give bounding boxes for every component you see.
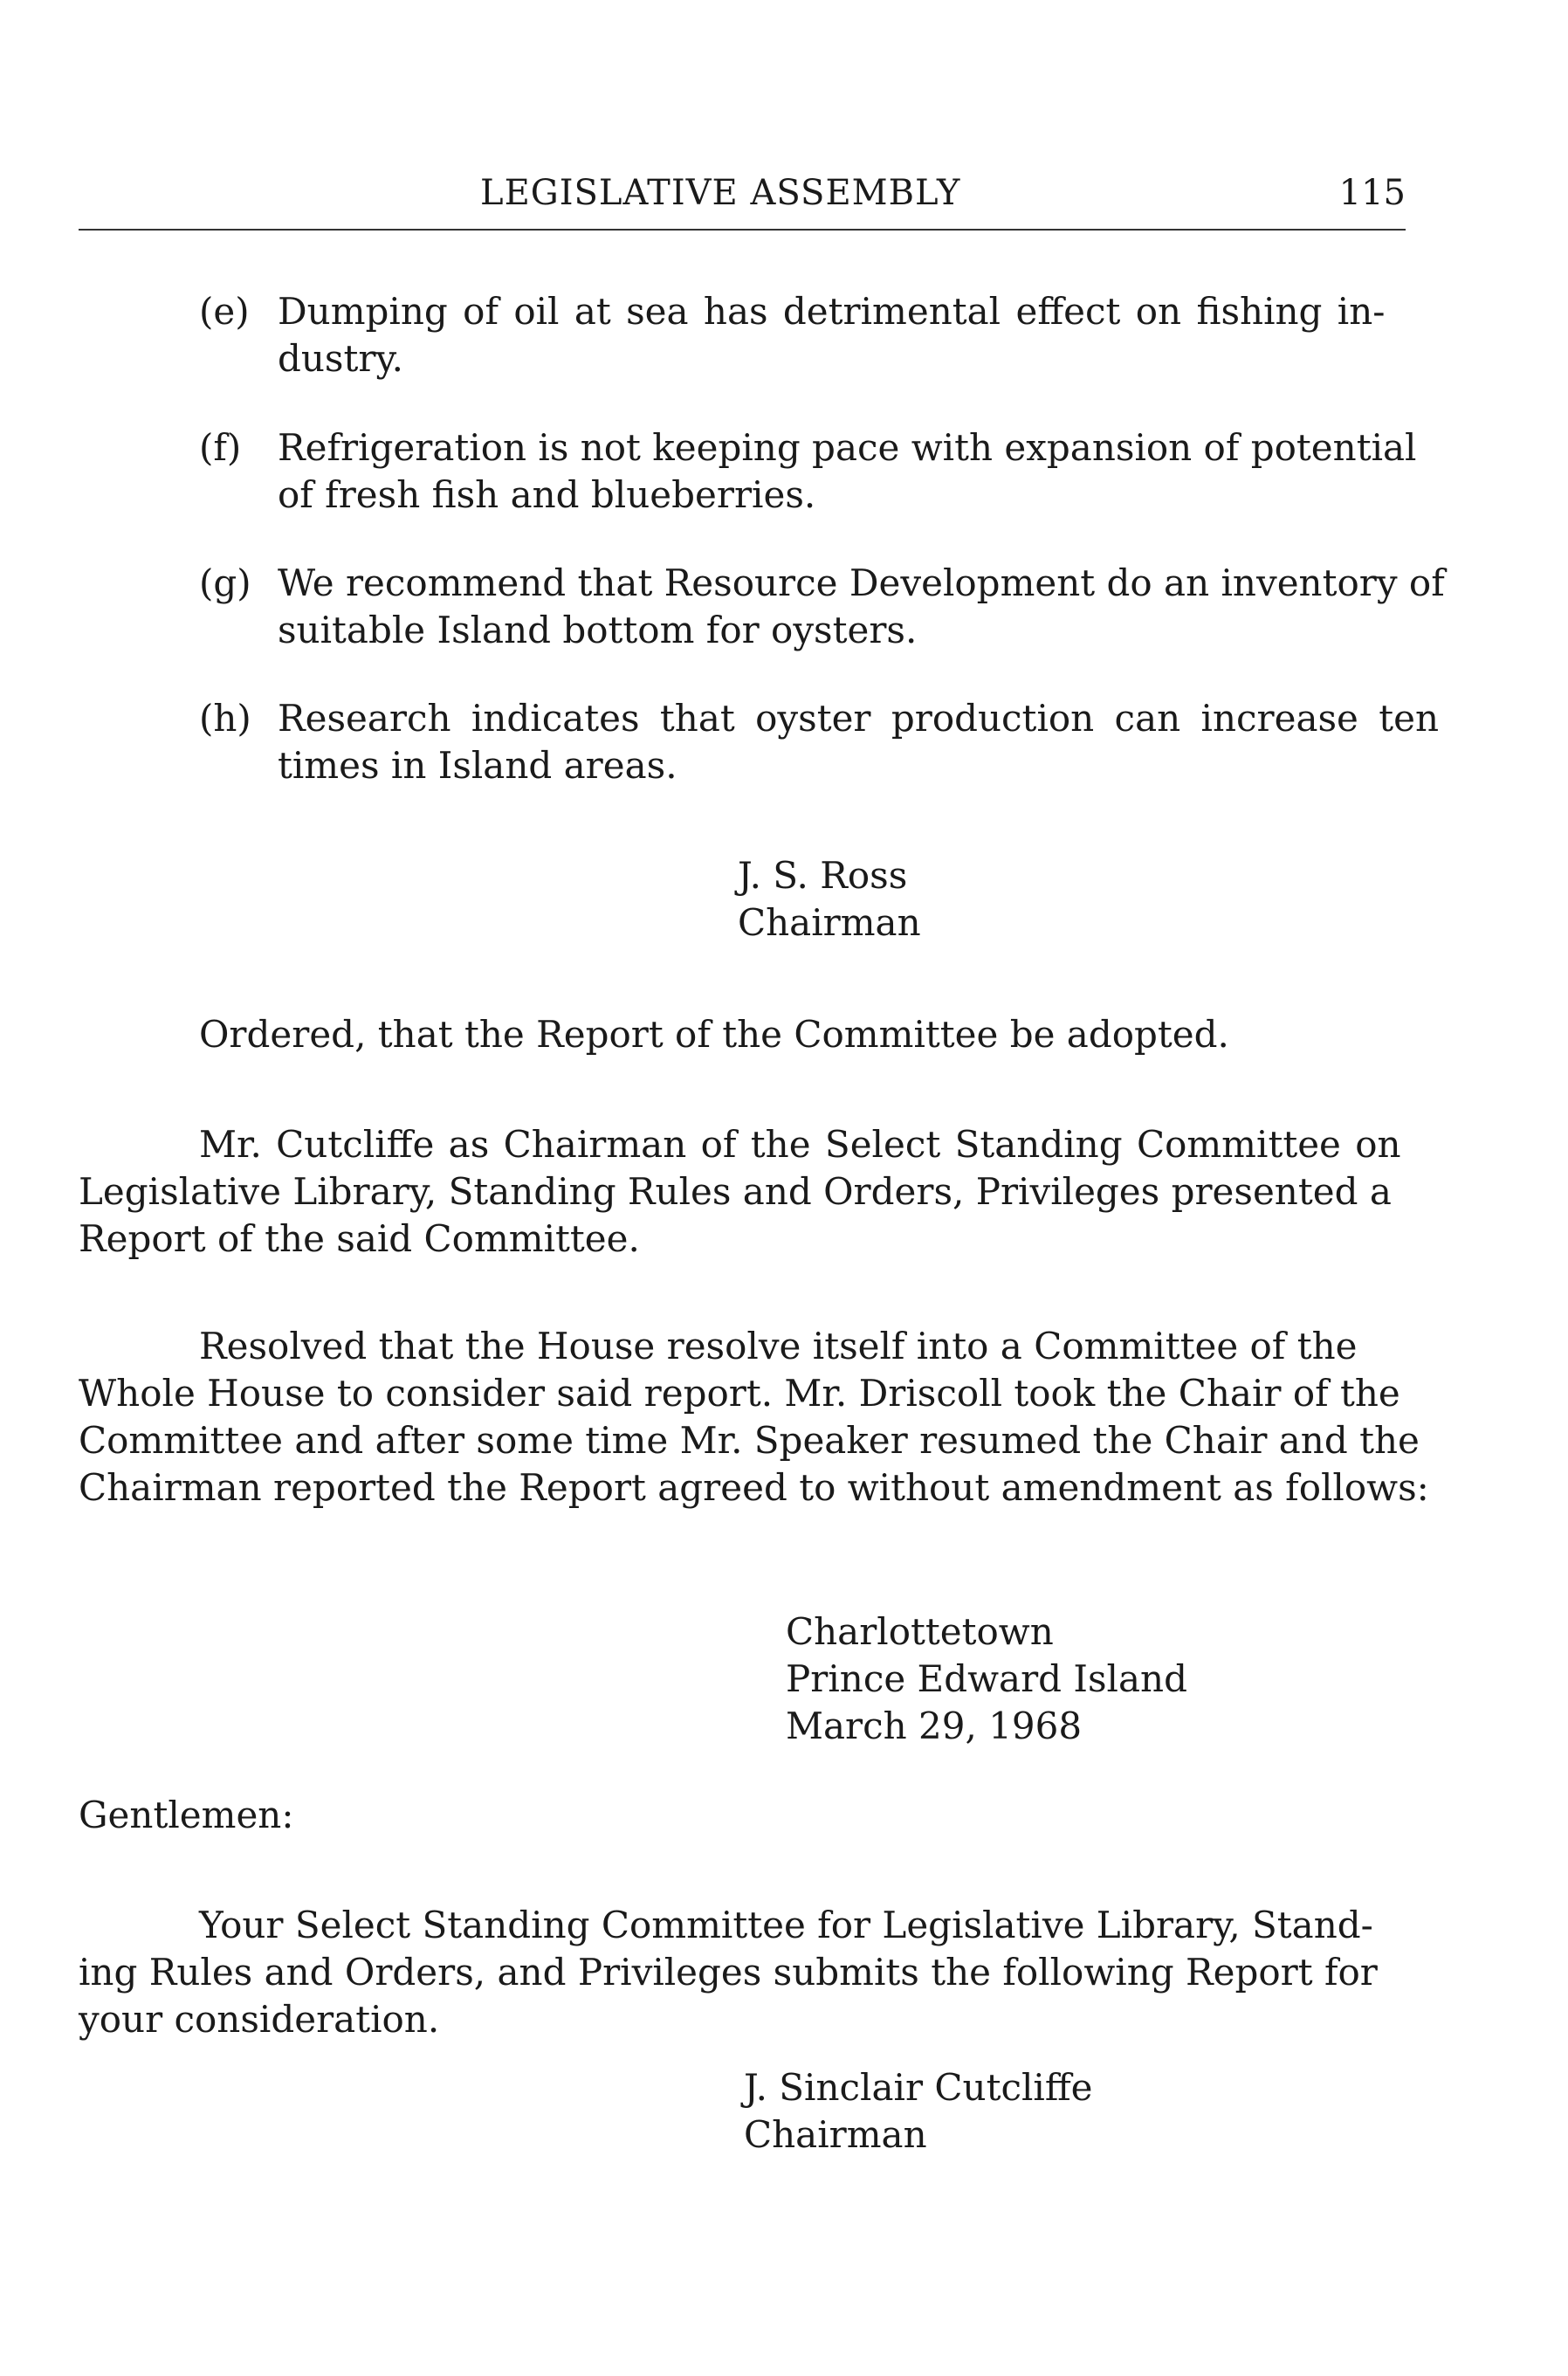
signature-cutcliffe-title: Chairman [744, 2113, 927, 2156]
salutation: Gentlemen: [79, 1794, 294, 1836]
signature-ross-name: J. S. Ross [738, 854, 908, 897]
report-line-2: ing Rules and Orders, and Privileges submits the following Report for [79, 1951, 1378, 1994]
address-province: Prince Edward Island [786, 1657, 1187, 1700]
ordered-paragraph: Ordered, that the Report of the Committee be adopted. [199, 1013, 1229, 1056]
report-line-1: Your Select Standing Committee for Legislative Library, Stand- [199, 1904, 1373, 1946]
resolved-line-4: Chairman reported the Report agreed to without amendment as follows: [79, 1466, 1429, 1509]
item-h-line-1: Research indicates that oyster production can increase ten [278, 697, 1440, 740]
item-e-line-1: Dumping of oil at sea has detrimental effect on fishing in- [278, 290, 1386, 333]
page-number: 115 [1338, 173, 1406, 213]
item-label-e: (e) [199, 290, 250, 333]
item-e-line-2: dustry. [278, 337, 403, 380]
resolved-line-3: Committee and after some time Mr. Speaker resumed the Chair and the [79, 1419, 1420, 1462]
header-rule [79, 229, 1406, 231]
cutcliffe-line-3: Report of the said Committee. [79, 1217, 640, 1260]
cutcliffe-line-1: Mr. Cutcliffe as Chairman of the Select Standing Committee on [199, 1123, 1401, 1166]
running-title: LEGISLATIVE ASSEMBLY [480, 173, 961, 213]
item-label-f: (f) [199, 426, 242, 469]
signature-cutcliffe-name: J. Sinclair Cutcliffe [744, 2066, 1093, 2109]
item-f-line-2: of fresh fish and blueberries. [278, 473, 816, 516]
item-g-line-1: We recommend that Resource Development do an inventory of [278, 561, 1445, 604]
item-h-line-2: times in Island areas. [278, 744, 677, 787]
resolved-line-1: Resolved that the House resolve itself into a Committee of the [199, 1325, 1358, 1367]
item-label-h: (h) [199, 697, 251, 740]
resolved-line-2: Whole House to consider said report. Mr. Driscoll took the Chair of the [79, 1372, 1400, 1415]
page-header [79, 173, 1406, 227]
item-label-g: (g) [199, 561, 251, 604]
address-city: Charlottetown [786, 1610, 1054, 1653]
item-g-line-2: suitable Island bottom for oysters. [278, 609, 918, 651]
signature-ross-title: Chairman [738, 901, 921, 944]
item-f-line-1: Refrigeration is not keeping pace with expansion of potential [278, 426, 1417, 469]
cutcliffe-line-2: Legislative Library, Standing Rules and Orders, Privileges presented a [79, 1170, 1392, 1213]
address-date: March 29, 1968 [786, 1705, 1083, 1747]
report-line-3: your consideration. [79, 1998, 440, 2041]
